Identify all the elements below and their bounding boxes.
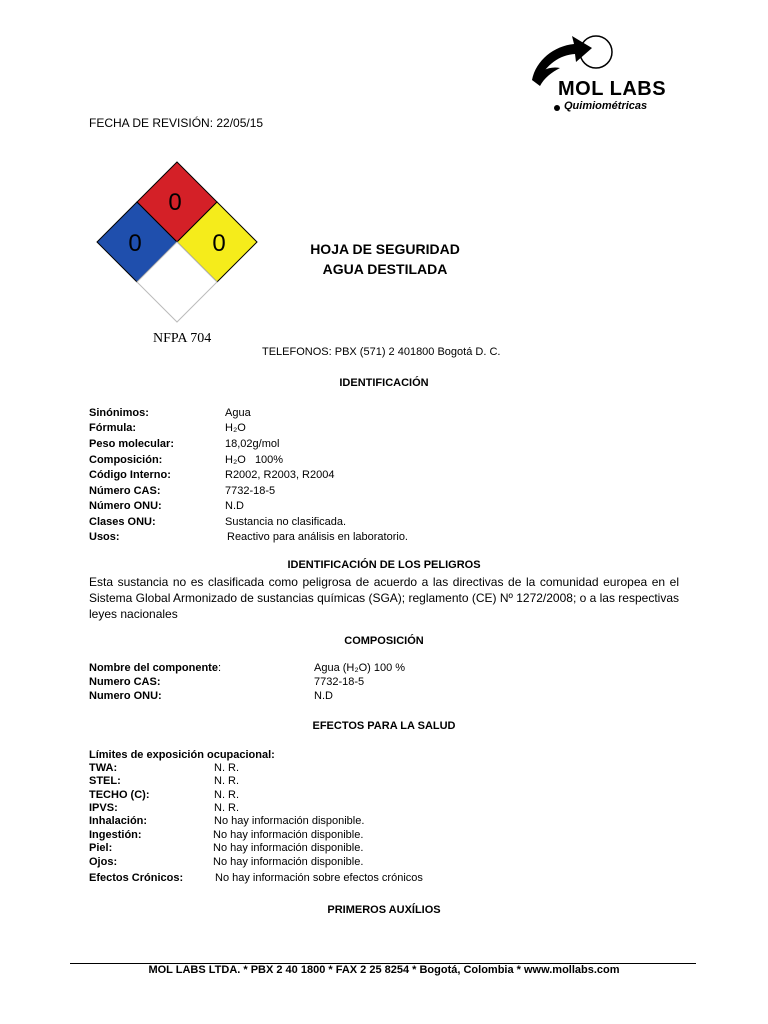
peligros-text: Esta sustancia no es clasificada como peligrosa de acuerdo a las directivas de la comunidad europea en el Sistema Global Armonizado de sustancias químicas (SGA); reglamento (CE) Nº 1272/2008; o a las respectivas leyes nacionales: [89, 575, 679, 621]
revision-date: FECHA DE REVISIÓN: 22/05/15: [89, 116, 264, 130]
field-label: Clases ONU:: [89, 516, 156, 528]
field-value: H₂O 100%: [225, 454, 284, 466]
logo-title: MOL LABS: [558, 78, 667, 100]
field-label: Número ONU:: [89, 500, 162, 512]
field-label: Inhalación:: [89, 815, 148, 827]
field-value: H₂O: [225, 422, 246, 434]
document-title: HOJA DE SEGURIDAD: [310, 241, 460, 257]
flammability-rating: 0: [168, 189, 182, 216]
field-label: Fórmula:: [89, 422, 137, 434]
field-value: R2002, R2003, R2004: [225, 469, 335, 481]
field-value: No hay información disponible.: [213, 842, 364, 854]
field-value: No hay información disponible.: [213, 829, 364, 841]
field-value: N. R.: [214, 802, 240, 814]
field-label: Peso molecular:: [89, 438, 174, 450]
exposure-limits-heading: Límites de exposición ocupacional:: [89, 749, 275, 761]
section-salud-title: EFECTOS PARA LA SALUD: [312, 720, 456, 732]
section-identificacion-title: IDENTIFICACIÓN: [339, 377, 429, 389]
field-value: N. R.: [214, 775, 240, 787]
logo-bullet: [554, 105, 560, 111]
logo-tagline: Quimiométricas: [564, 100, 648, 112]
section-composicion-title: COMPOSICIÓN: [344, 635, 424, 647]
field-label: Código Interno:: [89, 469, 171, 481]
field-value: No hay información sobre efectos crónicos: [215, 872, 423, 884]
field-label: Ingestión:: [89, 829, 142, 841]
field-label: Ojos:: [89, 856, 118, 868]
footer-contact: MOL LABS LTDA. * PBX 2 40 1800 * FAX 2 25 8254 * Bogotá, Colombia * www.mollabs.com: [148, 964, 620, 976]
field-label: Numero ONU:: [89, 690, 162, 702]
field-label: Usos:: [89, 531, 120, 543]
field-label: Nombre del componente:: [89, 662, 222, 674]
field-value: No hay información disponible.: [213, 856, 364, 868]
field-label: Sinónimos:: [89, 407, 149, 419]
field-value: 7732-18-5: [314, 676, 365, 688]
field-value: 7732-18-5: [225, 485, 276, 497]
company-logo: [526, 30, 676, 116]
phone-line: TELEFONOS: PBX (571) 2 401800 Bogotá D. C.: [262, 346, 501, 358]
field-value: N. R.: [214, 789, 240, 801]
reactivity-rating: 0: [212, 230, 226, 257]
nfpa-diamond: [95, 160, 260, 325]
field-value: No hay información disponible.: [214, 815, 365, 827]
field-value: N.D: [225, 500, 244, 512]
field-value: Reactivo para análisis en laboratorio.: [227, 531, 408, 543]
health-rating: 0: [128, 230, 142, 257]
nfpa-caption: NFPA 704: [153, 331, 212, 346]
field-label: IPVS:: [89, 802, 118, 814]
field-value: Agua (H₂O) 100 %: [314, 662, 406, 674]
field-label: Composición:: [89, 454, 163, 466]
field-label: TWA:: [89, 762, 118, 774]
field-value: Agua: [225, 407, 251, 419]
field-label: Numero CAS:: [89, 676, 161, 688]
field-value: N. R.: [214, 762, 240, 774]
section-peligros-title: IDENTIFICACIÓN DE LOS PELIGROS: [287, 559, 481, 571]
field-label: Piel:: [89, 842, 113, 854]
field-label: TECHO (C):: [89, 789, 150, 801]
field-value: 18,02g/mol: [225, 438, 280, 450]
product-name: AGUA DESTILADA: [322, 261, 448, 277]
field-label: Efectos Crónicos:: [89, 872, 184, 884]
field-label: STEL:: [89, 775, 121, 787]
field-value: N.D: [314, 690, 333, 702]
field-label: Número CAS:: [89, 485, 161, 497]
section-auxilios-title: PRIMEROS AUXÍLIOS: [327, 904, 441, 916]
field-value: Sustancia no clasificada.: [225, 516, 347, 528]
